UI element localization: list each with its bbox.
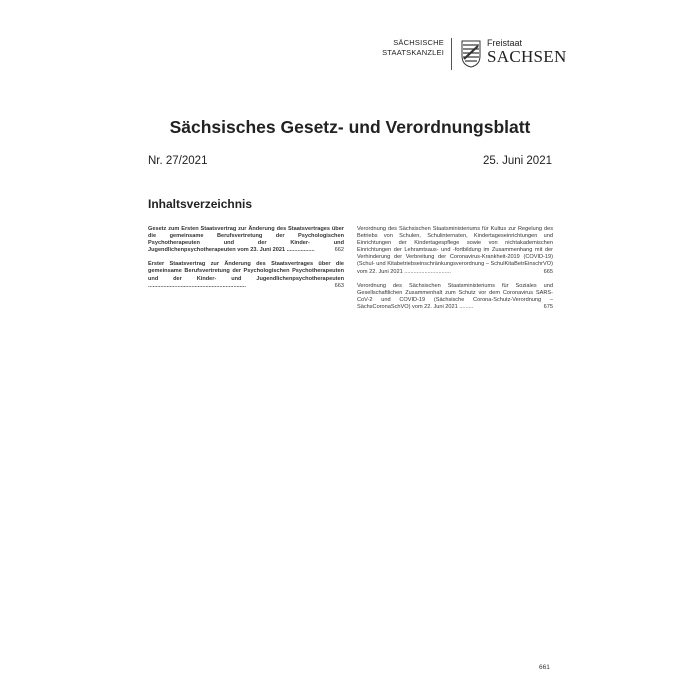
toc-entry bbox=[148, 226, 344, 254]
toc-entry-text: Verordnung des Sächsischen Staatsministeriums für Kultus zur Regelung des Betriebs von Schulen, Schulinternaten, Kindertageseinrichtungen und Einrichtungen der Kindertagespflege sowie von nichtakademischen Einrichtungen der Lehramtsaus- und -fortbildung im Zusammenhang mit der Verhinderung der Verbreitung der Coronavirus-Krankheit-2019 (COVID-19) (Schul- und Kitabetriebseinschränkungsverordnung – SchulKitaBetrEinschrVO) vom 22. Juni 2021 .............................. bbox=[357, 226, 553, 275]
toc-entry bbox=[357, 226, 553, 276]
toc-column-right bbox=[357, 226, 553, 318]
issue-number: Nr. 27/2021 bbox=[148, 155, 208, 167]
toc-heading: Inhaltsverzeichnis bbox=[148, 197, 253, 211]
toc-entry-text: Verordnung des Sächsischen Staatsministeriums für Soziales und Gesellschaftlichen Zusammenhalt zum Schutz vor dem Coronavirus SARS-CoV-2 und COVID-19 (Sächsische Corona-Schutz-Verordnung – SächsCoronaSchVO) vom 22. Juni 2021 ......... bbox=[357, 282, 553, 310]
document-title: Sächsisches Gesetz- und Verordnungsblatt bbox=[169, 117, 531, 137]
coat-of-arms-icon bbox=[461, 40, 481, 68]
toc-entry-text: Erster Staatsvertrag zur Änderung des Staatsvertrages über die gemeinsame Berufsvertretung der Psychologischen Psychotherapeuten und der Kinder- und Jugendlichenpsychotherapeuten ............................................................... bbox=[148, 261, 344, 289]
org-line-1: SÄCHSISCHE bbox=[393, 38, 444, 47]
freistaat-sachsen-logo bbox=[487, 38, 567, 66]
page-number: 661 bbox=[539, 664, 550, 671]
toc-column-left bbox=[148, 226, 344, 297]
toc-entry-page: 675 bbox=[543, 303, 553, 310]
staatskanzlei-logo-text bbox=[378, 38, 444, 57]
toc-entry bbox=[357, 283, 553, 311]
org-line-2: STAATSKANZLEI bbox=[382, 47, 444, 57]
toc-entry-text: Gesetz zum Ersten Staatsvertrag zur Änderung des Staatsvertrages über die gemeinsame Berufsvertretung der Psychologischen Psychotherapeuten und der Kinder- und Jugendlichenpsychotherapeuten vom 23. Juni 2021 .................. bbox=[148, 226, 344, 254]
issue-date: 25. Juni 2021 bbox=[482, 155, 552, 167]
state-small-label: Freistaat bbox=[487, 38, 523, 48]
toc-entry-page: 662 bbox=[334, 247, 344, 254]
toc-entry-page: 665 bbox=[543, 268, 553, 275]
toc-entry bbox=[148, 261, 344, 289]
logo-divider bbox=[451, 38, 452, 70]
toc-entry-page: 663 bbox=[334, 282, 344, 289]
state-big-label: SACHSEN bbox=[487, 47, 567, 66]
